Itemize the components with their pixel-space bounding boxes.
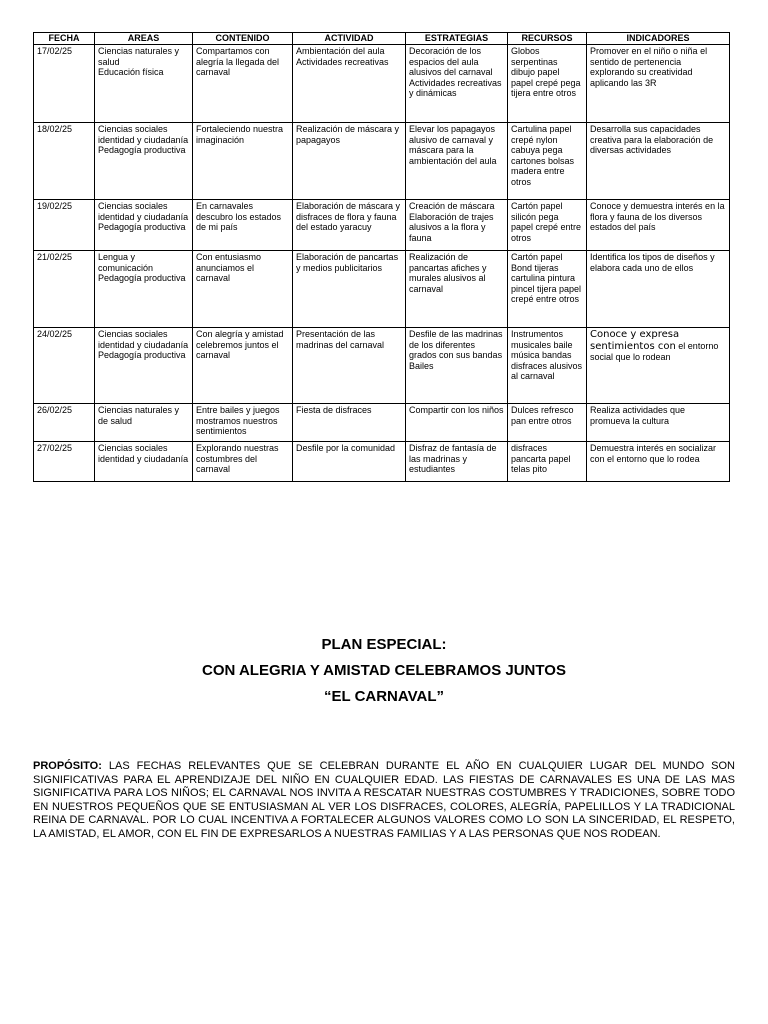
cell-actividad: Ambientación del aula Actividades recreativas (293, 45, 406, 123)
cell-recursos: Cartón papel silicón pega papel crepé entre otros (508, 200, 587, 251)
proposito-label: PROPÓSITO: (33, 760, 102, 772)
table-row (34, 328, 730, 404)
cell-indicadores: Demuestra interés en socializar con el entorno que lo rodea (587, 442, 730, 482)
title-line-3: “EL CARNAVAL” (324, 688, 444, 705)
cell-fecha: 18/02/25 (34, 123, 95, 200)
cell-estrategias: Realización de pancartas afiches y murales alusivos al carnaval (406, 251, 508, 328)
cell-recursos: Instrumentos musicales baile música bandas disfraces alusivos al carnaval (508, 328, 587, 404)
table-row (34, 45, 730, 123)
cell-areas: Ciencias sociales identidad y ciudadanía (95, 442, 193, 482)
cell-areas: Ciencias sociales identidad y ciudadanía Pedagogía productiva (95, 200, 193, 251)
header-actividad: ACTIVIDAD (293, 33, 406, 45)
cell-fecha: 19/02/25 (34, 200, 95, 251)
table-row (34, 251, 730, 328)
cell-estrategias: Decoración de los espacios del aula alusivos del carnaval Actividades recreativas y dinámicas (406, 45, 508, 123)
cell-areas: Ciencias sociales identidad y ciudadanía Pedagogía productiva (95, 328, 193, 404)
table-header-row (34, 33, 730, 45)
header-recursos: RECURSOS (508, 33, 587, 45)
cell-actividad: Elaboración de máscara y disfraces de flora y fauna del estado yaracuy (293, 200, 406, 251)
header-areas: AREAS (95, 33, 193, 45)
title-line-1: PLAN ESPECIAL: (321, 636, 447, 653)
title-line-2: CON ALEGRIA Y AMISTAD CELEBRAMOS JUNTOS (202, 662, 566, 679)
cell-contenido: Fortaleciendo nuestra imaginación (193, 123, 293, 200)
cell-contenido: Entre bailes y juegos mostramos nuestros sentimientos (193, 404, 293, 442)
cell-estrategias: Compartir con los niños (406, 404, 508, 442)
table-row (34, 200, 730, 251)
cell-recursos: Globos serpentinas dibujo papel papel crepé pega tijera entre otros (508, 45, 587, 123)
cell-actividad: Presentación de las madrinas del carnaval (293, 328, 406, 404)
cell-fecha: 21/02/25 (34, 251, 95, 328)
cell-contenido: En carnavales descubro los estados de mi país (193, 200, 293, 251)
cell-contenido: Con entusiasmo anunciamos el carnaval (193, 251, 293, 328)
cell-areas: Ciencias sociales identidad y ciudadanía Pedagogía productiva (95, 123, 193, 200)
cell-indicadores (587, 328, 730, 404)
header-contenido: CONTENIDO (193, 33, 293, 45)
cell-indicadores: Desarrolla sus capacidades creativa para la elaboración de diversas actividades (587, 123, 730, 200)
cell-recursos: Cartulina papel crepé nylon cabuya pega cartones bolsas madera entre otros (508, 123, 587, 200)
plan-title (0, 632, 768, 710)
indicadores-main-text: Conoce y expresa sentimientos con (590, 329, 680, 352)
cell-recursos: Cartón papel Bond tijeras cartulina pintura pincel tijera papel crepé entre otros (508, 251, 587, 328)
cell-estrategias: Disfraz de fantasía de las madrinas y estudiantes (406, 442, 508, 482)
cell-areas: Ciencias naturales y salud Educación física (95, 45, 193, 123)
cell-recursos: Dulces refresco pan entre otros (508, 404, 587, 442)
header-fecha: FECHA (34, 33, 95, 45)
cell-actividad: Fiesta de disfraces (293, 404, 406, 442)
cell-indicadores: Realiza actividades que promueva la cultura (587, 404, 730, 442)
indicadores-tail-text: el entorno social que lo rodean (590, 340, 719, 362)
cell-areas: Ciencias naturales y de salud (95, 404, 193, 442)
cell-contenido: Compartamos con alegría la llegada del carnaval (193, 45, 293, 123)
cell-indicadores: Conoce y demuestra interés en la flora y fauna de los diversos estados del país (587, 200, 730, 251)
table-row (34, 123, 730, 200)
cell-contenido: Explorando nuestras costumbres del carnaval (193, 442, 293, 482)
cell-fecha: 17/02/25 (34, 45, 95, 123)
cell-actividad: Realización de máscara y papagayos (293, 123, 406, 200)
header-indicadores: INDICADORES (587, 33, 730, 45)
cell-fecha: 27/02/25 (34, 442, 95, 482)
table-row (34, 442, 730, 482)
plan-table (33, 32, 730, 482)
proposito-text: LAS FECHAS RELEVANTES QUE SE CELEBRAN DURANTE EL AÑO EN CUALQUIER LUGAR DEL MUNDO SON SIGNIFICATIVAS PARA EL APRENDIZAJE DEL NIÑO EN CUALQUIER EDAD. LAS FIESTAS DE CARNAVALES ES UNA DE LAS MAS SIGNIFICATIVA PARA LOS NIÑOS; EL CARNAVAL NOS INVITA A RESCATAR NUESTRAS COSTUMBRES Y TRADICIONES, SOBRE TODO EN NUESTROS PEQUEÑOS QUE SE ENTUSIASMAN AL VER LOS DISFRACES, COLORES, ALEGRÍA, PAPELILLOS Y LA TRADICIONAL REINA DE CARNAVAL. POR LO CUAL INCENTIVA A FORTALECER ALGUNOS VALORES COMO LO SON LA SINCERIDAD, EL RESPETO, LA AMISTAD, EL AMOR, CON EL FIN DE EXPRESARLOS A NUESTRAS FAMILIAS Y A LAS PERSONAS QUE NOS RODEAN. (33, 760, 735, 840)
cell-contenido: Con alegría y amistad celebremos juntos el carnaval (193, 328, 293, 404)
cell-actividad: Desfile por la comunidad (293, 442, 406, 482)
cell-fecha: 24/02/25 (34, 328, 95, 404)
cell-estrategias: Elevar los papagayos alusivo de carnaval y máscara para la ambientación del aula (406, 123, 508, 200)
cell-actividad: Elaboración de pancartas y medios publicitarios (293, 251, 406, 328)
cell-recursos: disfraces pancarta papel telas pito (508, 442, 587, 482)
cell-estrategias: Creación de máscara Elaboración de trajes alusivos a la flora y fauna (406, 200, 508, 251)
cell-estrategias: Desfile de las madrinas de los diferentes grados con sus bandas Bailes (406, 328, 508, 404)
table-row (34, 404, 730, 442)
cell-indicadores: Identifica los tipos de diseños y elabora cada uno de ellos (587, 251, 730, 328)
cell-areas: Lengua y comunicación Pedagogía productiva (95, 251, 193, 328)
cell-fecha: 26/02/25 (34, 404, 95, 442)
cell-indicadores: Promover en el niño o niña el sentido de pertenencia explorando su creatividad aplicando las 3R (587, 45, 730, 123)
proposito-paragraph (33, 760, 735, 841)
header-estrategias: ESTRATEGIAS (406, 33, 508, 45)
